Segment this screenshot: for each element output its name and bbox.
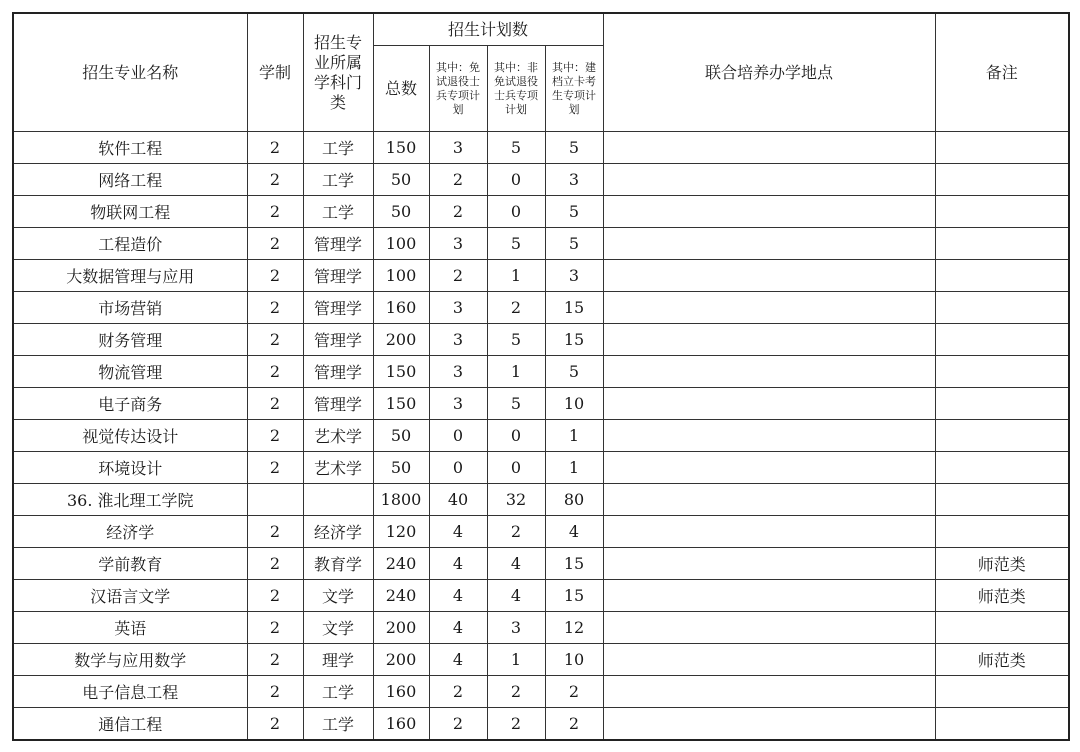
cell-total: 1800	[373, 484, 429, 516]
cell-nonexempt-veteran: 1	[487, 356, 545, 388]
table-header	[13, 13, 1069, 132]
cell-exempt-veteran: 3	[429, 292, 487, 324]
cell-discipline: 教育学	[303, 548, 373, 580]
cell-location	[603, 356, 935, 388]
cell-poverty: 5	[545, 356, 603, 388]
cell-total: 120	[373, 516, 429, 548]
cell-location	[603, 196, 935, 228]
cell-duration: 2	[247, 292, 303, 324]
cell-duration: 2	[247, 580, 303, 612]
cell-total: 240	[373, 580, 429, 612]
cell-poverty: 2	[545, 708, 603, 741]
cell-remark: 师范类	[935, 580, 1069, 612]
cell-duration: 2	[247, 132, 303, 164]
cell-duration: 2	[247, 708, 303, 741]
cell-poverty: 1	[545, 452, 603, 484]
cell-location	[603, 644, 935, 676]
table-row	[13, 676, 1069, 708]
school-row	[13, 484, 1069, 516]
cell-location	[603, 548, 935, 580]
cell-discipline: 管理学	[303, 260, 373, 292]
cell-major-name: 36. 淮北理工学院	[13, 484, 247, 516]
cell-remark	[935, 708, 1069, 741]
cell-remark	[935, 324, 1069, 356]
table-row	[13, 132, 1069, 164]
table-row	[13, 708, 1069, 741]
table-row	[13, 516, 1069, 548]
cell-discipline: 理学	[303, 644, 373, 676]
cell-exempt-veteran: 4	[429, 548, 487, 580]
cell-discipline: 管理学	[303, 356, 373, 388]
cell-total: 150	[373, 132, 429, 164]
cell-nonexempt-veteran: 2	[487, 676, 545, 708]
cell-nonexempt-veteran: 0	[487, 452, 545, 484]
table-row	[13, 580, 1069, 612]
cell-poverty: 5	[545, 228, 603, 260]
cell-remark	[935, 484, 1069, 516]
cell-location	[603, 484, 935, 516]
cell-major-name: 大数据管理与应用	[13, 260, 247, 292]
table-row	[13, 260, 1069, 292]
table-row	[13, 356, 1069, 388]
cell-duration: 2	[247, 196, 303, 228]
cell-discipline: 工学	[303, 164, 373, 196]
cell-major-name: 学前教育	[13, 548, 247, 580]
cell-location	[603, 260, 935, 292]
cell-nonexempt-veteran: 0	[487, 420, 545, 452]
cell-exempt-veteran: 3	[429, 388, 487, 420]
cell-total: 50	[373, 196, 429, 228]
cell-remark	[935, 452, 1069, 484]
table-row	[13, 548, 1069, 580]
cell-discipline: 艺术学	[303, 420, 373, 452]
cell-poverty: 10	[545, 388, 603, 420]
table-row	[13, 612, 1069, 644]
cell-poverty: 12	[545, 612, 603, 644]
table-row	[13, 420, 1069, 452]
cell-poverty: 4	[545, 516, 603, 548]
cell-total: 240	[373, 548, 429, 580]
cell-total: 150	[373, 388, 429, 420]
cell-major-name: 英语	[13, 612, 247, 644]
cell-nonexempt-veteran: 5	[487, 132, 545, 164]
cell-exempt-veteran: 4	[429, 644, 487, 676]
cell-total: 150	[373, 356, 429, 388]
cell-total: 160	[373, 708, 429, 741]
cell-nonexempt-veteran: 32	[487, 484, 545, 516]
cell-remark	[935, 388, 1069, 420]
header-duration: 学制	[247, 13, 303, 132]
cell-remark	[935, 164, 1069, 196]
cell-exempt-veteran: 2	[429, 708, 487, 741]
cell-poverty: 15	[545, 292, 603, 324]
cell-poverty: 2	[545, 676, 603, 708]
table-row	[13, 452, 1069, 484]
cell-duration: 2	[247, 388, 303, 420]
cell-duration	[247, 484, 303, 516]
cell-major-name: 数学与应用数学	[13, 644, 247, 676]
cell-nonexempt-veteran: 1	[487, 260, 545, 292]
cell-discipline: 管理学	[303, 292, 373, 324]
cell-duration: 2	[247, 164, 303, 196]
cell-poverty: 80	[545, 484, 603, 516]
cell-major-name: 经济学	[13, 516, 247, 548]
header-remark: 备注	[935, 13, 1069, 132]
cell-nonexempt-veteran: 5	[487, 324, 545, 356]
cell-total: 160	[373, 676, 429, 708]
cell-major-name: 网络工程	[13, 164, 247, 196]
cell-exempt-veteran: 3	[429, 324, 487, 356]
cell-location	[603, 324, 935, 356]
cell-discipline: 艺术学	[303, 452, 373, 484]
cell-nonexempt-veteran: 2	[487, 516, 545, 548]
cell-exempt-veteran: 3	[429, 356, 487, 388]
cell-exempt-veteran: 3	[429, 228, 487, 260]
cell-duration: 2	[247, 516, 303, 548]
cell-remark	[935, 196, 1069, 228]
table-body	[13, 132, 1069, 741]
cell-remark	[935, 132, 1069, 164]
cell-poverty: 10	[545, 644, 603, 676]
cell-remark	[935, 612, 1069, 644]
cell-total: 50	[373, 164, 429, 196]
cell-discipline: 文学	[303, 612, 373, 644]
cell-duration: 2	[247, 452, 303, 484]
cell-total: 100	[373, 228, 429, 260]
cell-exempt-veteran: 0	[429, 452, 487, 484]
cell-exempt-veteran: 4	[429, 580, 487, 612]
cell-exempt-veteran: 40	[429, 484, 487, 516]
cell-exempt-veteran: 2	[429, 164, 487, 196]
cell-duration: 2	[247, 228, 303, 260]
cell-location	[603, 708, 935, 741]
cell-nonexempt-veteran: 4	[487, 548, 545, 580]
cell-exempt-veteran: 3	[429, 132, 487, 164]
cell-discipline: 工学	[303, 132, 373, 164]
cell-major-name: 环境设计	[13, 452, 247, 484]
cell-total: 100	[373, 260, 429, 292]
cell-major-name: 电子信息工程	[13, 676, 247, 708]
cell-location	[603, 452, 935, 484]
cell-location	[603, 388, 935, 420]
cell-total: 200	[373, 612, 429, 644]
cell-nonexempt-veteran: 2	[487, 708, 545, 741]
cell-discipline: 经济学	[303, 516, 373, 548]
cell-discipline	[303, 484, 373, 516]
cell-major-name: 视觉传达设计	[13, 420, 247, 452]
cell-poverty: 15	[545, 548, 603, 580]
header-location: 联合培养办学地点	[603, 13, 935, 132]
cell-nonexempt-veteran: 1	[487, 644, 545, 676]
cell-total: 50	[373, 452, 429, 484]
cell-duration: 2	[247, 612, 303, 644]
cell-location	[603, 676, 935, 708]
cell-total: 50	[373, 420, 429, 452]
cell-location	[603, 580, 935, 612]
cell-poverty: 1	[545, 420, 603, 452]
cell-nonexempt-veteran: 0	[487, 164, 545, 196]
cell-exempt-veteran: 4	[429, 612, 487, 644]
cell-total: 200	[373, 644, 429, 676]
table-row	[13, 228, 1069, 260]
table-row	[13, 196, 1069, 228]
enrollment-plan-table	[12, 12, 1070, 741]
cell-exempt-veteran: 2	[429, 260, 487, 292]
cell-poverty: 3	[545, 164, 603, 196]
cell-major-name: 软件工程	[13, 132, 247, 164]
table-row	[13, 292, 1069, 324]
cell-remark	[935, 516, 1069, 548]
cell-nonexempt-veteran: 0	[487, 196, 545, 228]
cell-major-name: 通信工程	[13, 708, 247, 741]
cell-discipline: 管理学	[303, 324, 373, 356]
cell-remark	[935, 420, 1069, 452]
cell-major-name: 工程造价	[13, 228, 247, 260]
table-row	[13, 164, 1069, 196]
cell-location	[603, 164, 935, 196]
cell-duration: 2	[247, 356, 303, 388]
cell-nonexempt-veteran: 4	[487, 580, 545, 612]
cell-remark	[935, 356, 1069, 388]
table-row	[13, 324, 1069, 356]
cell-nonexempt-veteran: 5	[487, 228, 545, 260]
cell-duration: 2	[247, 676, 303, 708]
cell-duration: 2	[247, 644, 303, 676]
cell-location	[603, 132, 935, 164]
header-major-name: 招生专业名称	[13, 13, 247, 132]
cell-location	[603, 420, 935, 452]
header-nonexempt-veteran: 其中：非免试退役士兵专项计划	[487, 46, 545, 132]
header-discipline: 招生专业所属学科门类	[303, 13, 373, 132]
cell-exempt-veteran: 0	[429, 420, 487, 452]
cell-nonexempt-veteran: 2	[487, 292, 545, 324]
cell-exempt-veteran: 2	[429, 676, 487, 708]
cell-duration: 2	[247, 260, 303, 292]
cell-poverty: 15	[545, 324, 603, 356]
cell-discipline: 文学	[303, 580, 373, 612]
cell-discipline: 管理学	[303, 388, 373, 420]
cell-remark	[935, 292, 1069, 324]
cell-nonexempt-veteran: 5	[487, 388, 545, 420]
cell-discipline: 工学	[303, 196, 373, 228]
cell-location	[603, 612, 935, 644]
cell-discipline: 工学	[303, 708, 373, 741]
cell-discipline: 管理学	[303, 228, 373, 260]
cell-remark	[935, 676, 1069, 708]
cell-poverty: 5	[545, 196, 603, 228]
header-total: 总数	[373, 46, 429, 132]
cell-remark: 师范类	[935, 644, 1069, 676]
cell-exempt-veteran: 4	[429, 516, 487, 548]
header-plan-group: 招生计划数	[373, 13, 603, 46]
cell-location	[603, 516, 935, 548]
cell-duration: 2	[247, 420, 303, 452]
cell-total: 160	[373, 292, 429, 324]
cell-duration: 2	[247, 548, 303, 580]
cell-exempt-veteran: 2	[429, 196, 487, 228]
cell-poverty: 3	[545, 260, 603, 292]
cell-location	[603, 292, 935, 324]
cell-major-name: 市场营销	[13, 292, 247, 324]
cell-nonexempt-veteran: 3	[487, 612, 545, 644]
header-exempt-veteran: 其中：免试退役士兵专项计划	[429, 46, 487, 132]
table-row	[13, 388, 1069, 420]
cell-total: 200	[373, 324, 429, 356]
header-poverty: 其中：建档立卡考生专项计划	[545, 46, 603, 132]
cell-major-name: 财务管理	[13, 324, 247, 356]
cell-major-name: 汉语言文学	[13, 580, 247, 612]
cell-location	[603, 228, 935, 260]
cell-remark	[935, 228, 1069, 260]
table-row	[13, 644, 1069, 676]
cell-poverty: 5	[545, 132, 603, 164]
cell-remark	[935, 260, 1069, 292]
cell-major-name: 物流管理	[13, 356, 247, 388]
cell-remark: 师范类	[935, 548, 1069, 580]
cell-major-name: 电子商务	[13, 388, 247, 420]
cell-discipline: 工学	[303, 676, 373, 708]
cell-poverty: 15	[545, 580, 603, 612]
cell-major-name: 物联网工程	[13, 196, 247, 228]
cell-duration: 2	[247, 324, 303, 356]
